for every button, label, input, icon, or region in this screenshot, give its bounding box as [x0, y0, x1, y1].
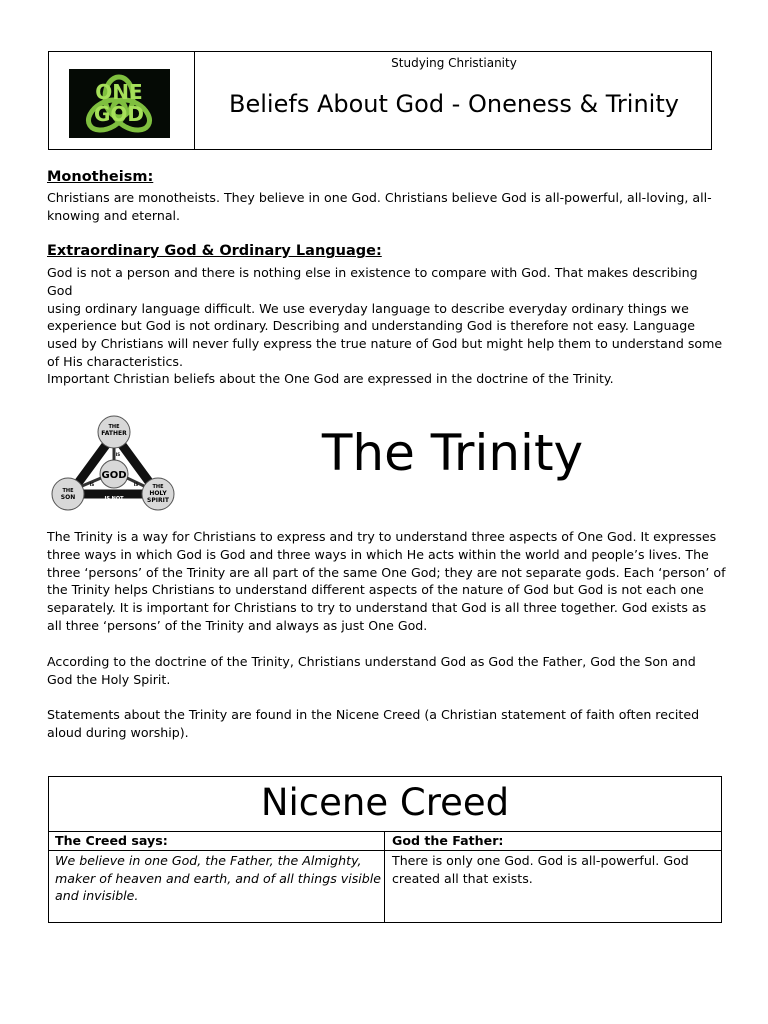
svg-text:FATHER: FATHER [101, 430, 127, 437]
language-line: used by Christians will never fully express the true nature of God but might help them to understand some [47, 336, 723, 352]
father-column-header: God the Father: [392, 833, 504, 848]
trinity-paragraph-2 [47, 653, 727, 689]
svg-text:THE: THE [152, 484, 164, 490]
language-paragraph [47, 264, 727, 371]
trinity-line: Statements about the Trinity are found in the Nicene Creed (a Christian statement of faith often recited [47, 707, 700, 722]
one-god-logo [69, 69, 170, 138]
trinity-line: all three ‘persons’ of the Trinity and always as just One God. [47, 617, 428, 633]
svg-text:GOD: GOD [93, 102, 145, 126]
trinity-paragraph-1 [47, 528, 727, 635]
svg-text:THE: THE [108, 424, 120, 430]
svg-text:IS NOT: IS NOT [104, 496, 124, 502]
father-line: There is only one God. God is all-powerful. God [392, 853, 689, 868]
svg-text:SPIRIT: SPIRIT [147, 497, 169, 504]
svg-text:HOLY: HOLY [149, 490, 167, 497]
language-line: of His characteristics. [47, 353, 183, 369]
creed-line: We believe in one God, the Father, the Almighty, [55, 853, 362, 868]
father-text-cell [392, 852, 689, 887]
svg-text:IS: IS [89, 482, 95, 487]
table-divider [49, 831, 721, 832]
creed-title: Nicene Creed [260, 781, 510, 824]
header-subtitle: Studying Christianity [391, 56, 517, 70]
trinity-line: God the Holy Spirit. [47, 671, 171, 687]
language-line: God is not a person and there is nothing else in existence to compare with God. That makes describing God [47, 265, 698, 298]
svg-text:THE: THE [62, 488, 74, 494]
svg-text:IS: IS [133, 482, 139, 487]
language-line: using ordinary language difficult. We use everyday language to describe everyday ordinary things we [47, 300, 689, 316]
monotheism-paragraph [47, 189, 727, 225]
trinity-paragraph-3 [47, 706, 727, 742]
svg-text:SON: SON [60, 494, 76, 501]
svg-text:IS: IS [115, 452, 121, 457]
trinity-line: aloud during worship). [47, 724, 189, 740]
triquetra-icon [69, 69, 170, 138]
trinity-line: The Trinity is a way for Christians to express and try to understand three aspects of One God. It expresses [47, 529, 717, 544]
trinity-line: three ways in which God is God and three ways in which He acts within the world and people’s lives. The [47, 546, 709, 562]
trinity-line: three ‘persons’ of the Trinity are all part of the same One God; they are not separate gods. Each ‘person’ of [47, 564, 726, 580]
creed-line: and invisible. [55, 888, 139, 903]
language-line: experience but God is not ordinary. Describing and understanding God is therefore not easy. Language [47, 318, 695, 334]
svg-text:IS NOT: IS NOT [134, 453, 151, 473]
nicene-creed-table [48, 776, 722, 923]
important-paragraph: Important Christian beliefs about the One God are expressed in the doctrine of the Trinity. [47, 371, 614, 386]
creed-column-header: The Creed says: [55, 833, 168, 848]
page-title: Beliefs About God - Oneness & Trinity [229, 90, 679, 118]
table-divider [49, 850, 721, 851]
monotheism-line: Christians are monotheists. They believe in one God. Christians believe God is all-powerful, all-loving, all- [47, 190, 712, 205]
father-line: created all that exists. [392, 870, 533, 886]
trinity-line: the Trinity helps Christians to understand different aspects of the nature of God but God is not each one [47, 582, 704, 598]
svg-text:GOD: GOD [101, 470, 127, 481]
language-heading: Extraordinary God & Ordinary Language: [47, 243, 382, 259]
trinity-title: The Trinity [321, 424, 584, 482]
creed-text-cell [55, 852, 381, 905]
header-box [48, 51, 712, 150]
svg-text:ONE: ONE [95, 80, 143, 104]
table-column-divider [384, 831, 385, 923]
trinity-line: According to the doctrine of the Trinity, Christians understand God as God the Father, God the Son and [47, 654, 696, 669]
svg-text:IS NOT: IS NOT [77, 453, 94, 473]
creed-line: maker of heaven and earth, and of all things visible [55, 870, 382, 886]
monotheism-heading: Monotheism: [47, 169, 154, 185]
monotheism-line: knowing and eternal. [47, 207, 181, 223]
trinity-line: separately. It is important for Christians to try to understand that God is all three together. God exists as [47, 600, 707, 616]
trinity-shield-diagram [48, 414, 176, 514]
